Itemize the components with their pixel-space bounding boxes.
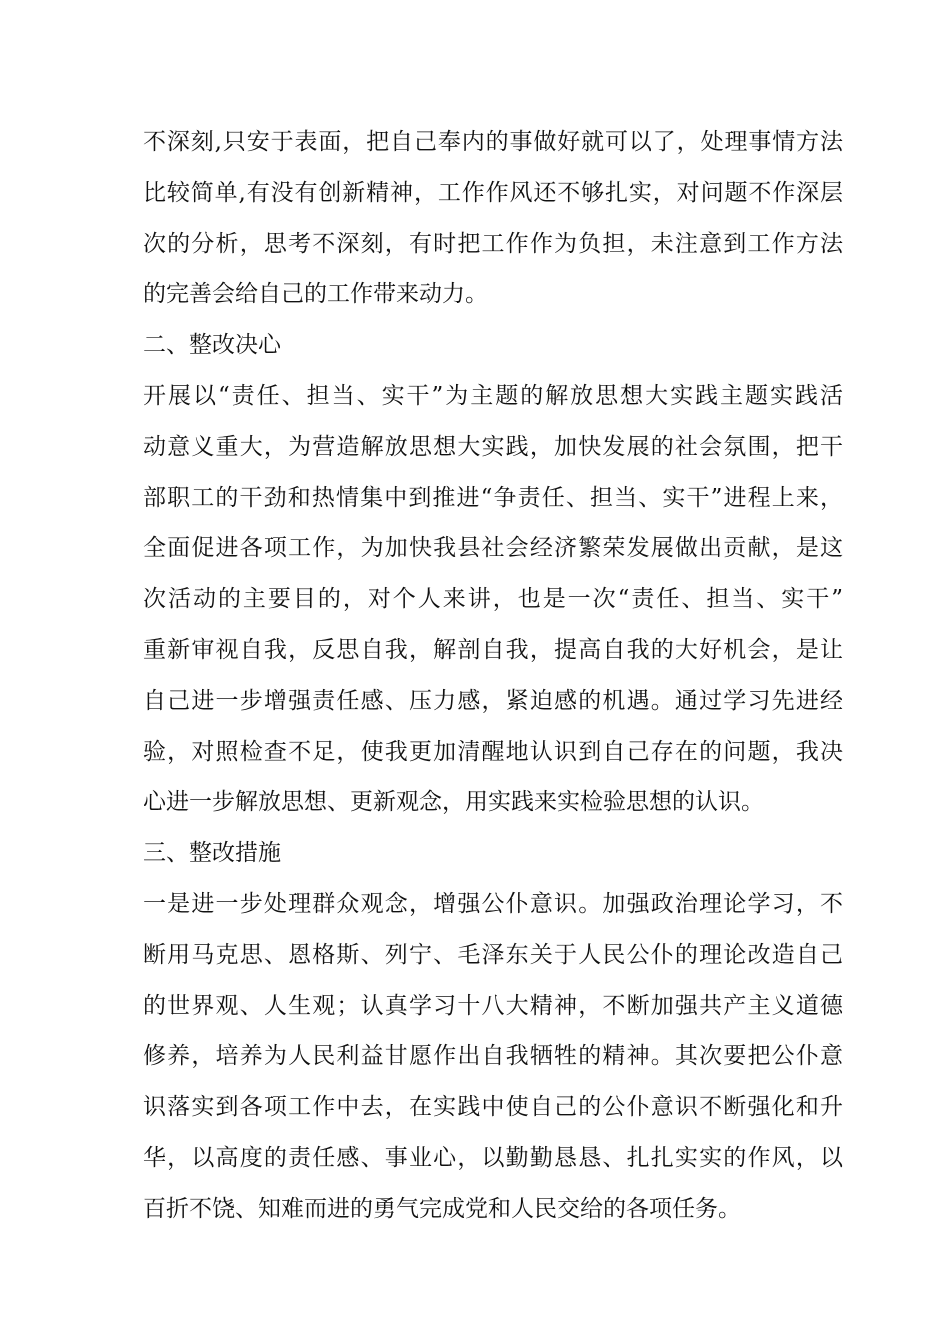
- paragraph-line: 的完善会给自己的工作带来动力。: [143, 281, 488, 308]
- paragraph-line: 心进一步解放思想、更新观念，用实践来实检验思想的认识。: [143, 789, 764, 816]
- paragraph-line: 不深刻,只安于表面，把自己奉内的事做好就可以了，处理事情方法: [143, 129, 843, 155]
- paragraph-line: 全面促进各项工作，为加快我县社会经济繁荣发展做出贡献，是这: [143, 535, 843, 562]
- paragraph-line: 重新审视自我，反思自我，解剖自我，提高自我的大好机会，是让: [143, 636, 843, 663]
- paragraph-line: 验，对照检查不足，使我更加清醒地认识到自己存在的问题，我决: [143, 738, 843, 765]
- paragraph-line: 一是进一步处理群众观念，增强公仆意识。加强政治理论学习，不: [143, 890, 843, 917]
- paragraph-line: 百折不饶、知难而进的勇气完成党和人民交给的各项任务。: [143, 1195, 741, 1222]
- paragraph-line: 华，以高度的责任感、事业心，以勤勤恳恳、扎扎实实的作风，以: [143, 1144, 843, 1171]
- paragraph-line: 识落实到各项工作中去，在实践中使自己的公仆意识不断强化和升: [143, 1094, 843, 1121]
- paragraph-line: 修养，培养为人民利益甘愿作出自我牺牲的精神。其次要把公仆意: [143, 1043, 843, 1070]
- paragraph-line: 自己进一步增强责任感、压力感，紧迫感的机遇。通过学习先进经: [143, 687, 843, 714]
- paragraph-line: 部职工的干劲和热情集中到推进“争责任、担当、实干”进程上来，: [143, 484, 843, 511]
- paragraph-line: 次的分析，思考不深刻，有时把工作作为负担，未注意到工作方法: [143, 230, 843, 257]
- paragraph-line: 开展以“责任、担当、实干”为主题的解放思想大实践主题实践活: [143, 382, 843, 409]
- document-body: [143, 117, 843, 1235]
- paragraph-line: 比较简单,有没有创新精神，工作作风还不够扎实，对问题不作深层: [143, 179, 843, 206]
- paragraph-line: 的世界观、人生观；认真学习十八大精神，不断加强共产主义道德: [143, 992, 843, 1019]
- paragraph-line: 次活动的主要目的，对个人来讲，也是一次“责任、担当、实干”: [143, 586, 843, 613]
- section-heading: 二、整改决心: [143, 332, 281, 359]
- paragraph-line: 动意义重大，为营造解放思想大实践，加快发展的社会氛围，把干: [143, 433, 843, 460]
- section-heading: 三、整改措施: [143, 840, 281, 867]
- paragraph-line: 断用马克思、恩格斯、列宁、毛泽东关于人民公仆的理论改造自己: [143, 941, 843, 968]
